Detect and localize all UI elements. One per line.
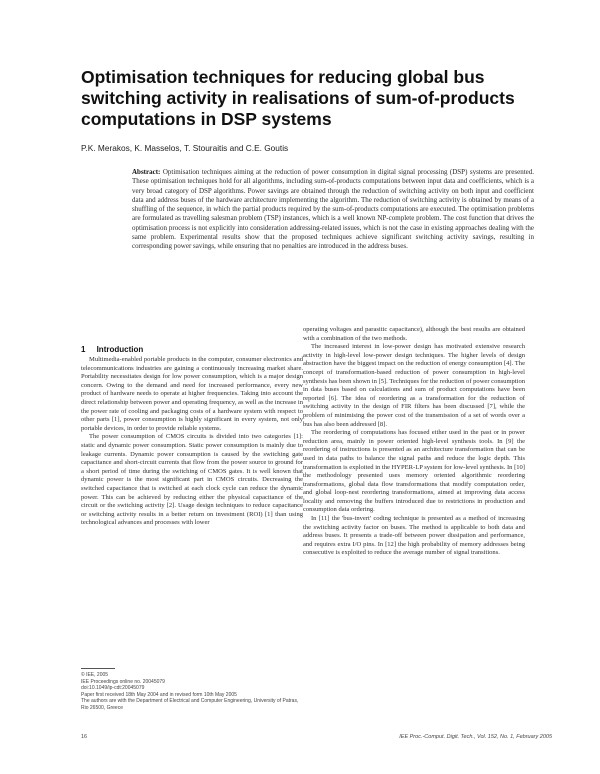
paragraph: The reordering of computations has focused either used in the past or in power reduction area, mainly in power oriented high-level synthesis tools. In [9] the reordering of instructions is presented as an architecture transformation that can be used in data paths to balance the signal paths and reduce the logic depth. This transformation is exploited in the HYPER-LP system for low-level synthesis. In [10] the methodology presented uses memory oriented algorithmic reordering transformations, global data flow transformations that modify computation order, and global loop-nest reordering transformations, aimed at improving data access locality and removing the buffers introduced due to restrictions in production and consumption data ordering. [303, 429, 525, 514]
footnote-line: IEE Proceedings online no. 20045079 [81, 678, 165, 685]
abstract-text: Optimisation techniques aiming at the reduction of power consumption in digital signal processing (DSP) systems are presented. These optimisation techniques hold for all algorithms, including sum-of-products computations between input data and coefficients, which is a very broad category of DSP algorithms. Power savings are obtained through the reduction of switching activity on both input and coefficient data and address buses of the hardware architecture implementing the algorithm. The reduction of switching activity is obtained by means of a shuffling of the sequence, in which the partial products required by the sum-of-products computations are executed. The optimisation problems are formulated as travelling salesman problem (TSP) instances, which is a well known NP-complete problem. The cost function that drives the optimisation process is not explicitly into consideration addressing-related issues, which is not the case in existing approaches dealing with the same problem. Experimental results show that the proposed techniques achieve significant switching activity savings, resulting in corresponding power savings, while ensuring that no penalties are introduced in the address buses. [132, 168, 534, 250]
section-number: 1 [81, 345, 86, 354]
footnote-line: © IEE, 2005 [81, 672, 109, 678]
author-list: P.K. Merakos, K. Masselos, T. Stouraitis and C.E. Goutis [81, 143, 289, 153]
left-column [81, 356, 303, 662]
footnotes [81, 672, 303, 712]
section-heading [81, 345, 143, 354]
paper-title: Optimisation techniques for reducing global bus switching activity in realisations of sum-of-products computations in DSP systems [81, 67, 515, 129]
page-number: 16 [81, 734, 88, 740]
paragraph: In [11] the 'bus-invert' coding technique is presented as a method of increasing the switching activity factor on buses. The method is applicable to both data and address buses. It presents a trade-off between power dissipation and performance, and requires extra I/O pins. In [12] the high probability of memory addresses being consecutive is exploited to reduce the average number of signal transitions. [303, 515, 525, 557]
paragraph: operating voltages and parasitic capacitance), although the best results are obtained with a combination of the two methods. [303, 326, 525, 342]
footnote-line: The authors are with the Department of Electrical and Computer Engineering, University of Patras, Rio 26500, Greece [81, 698, 299, 711]
right-column [303, 326, 525, 726]
abstract [132, 168, 534, 251]
footnote-line: Paper first received 18th May 2004 and in revised form 10th May 2005 [81, 691, 237, 698]
abstract-label: Abstract: [132, 168, 161, 176]
section-title: Introduction [96, 345, 144, 354]
paragraph: The power consumption of CMOS circuits is divided into two categories [1]: static and dynamic power consumption. Static power consumption is mainly due to leakage currents. Dynamic power consumption is caused by the switching gate capacitance and short-circuit currents that flow from the power source to ground for a short period of time during the switching of CMOS gates. It is well known that dynamic power is the most significant part in CMOS circuits. Decreasing the switched capacitance that is switched at each clock cycle can reduce the dynamic power. This can be achieved by reducing either the physical capacitance of the circuit or the switching activity [2]. Usage design techniques to reduce capacitance or switching activity results in a better return on investment (ROI) [1] than using technological advances and processes with lower [81, 433, 303, 527]
paragraph: The increased interest in low-power design has motivated extensive research activity in high-level low-power design techniques. The higher levels of design abstraction have the biggest impact on the reduction of energy consumption [4]. The concept of transformation-based reduction of power consumption in high-level synthesis has been shown in [5]. Techniques for the reduction of power consumption in data buses based on calculations and sum of product computations have been reported [6]. The idea of reordering as a transformation for the reduction of switching activity in the design of FIR filters has been discussed [7], while the problem of minimising the power cost of the transmission of a set of words over a bus has also been addressed [8]. [303, 343, 525, 428]
journal-citation: IEE Proc.-Comput. Digit. Tech., Vol. 152, No. 1, February 2005 [399, 734, 552, 740]
footnote-line: doi:10.1049/ip-cdt:20045079 [81, 685, 145, 692]
paragraph: Multimedia-enabled portable products in the computer, consumer electronics and telecommunications industries are gaining a continuously increasing market share. Portability necessitates design for low power consumption, which is a major design concern. Owing to the demand and need for increased performance, every new product of hardware needs to operate at higher frequencies. Taking into account the direct relationship between power and operating frequency, as well as the increase in the power rate of cooling and packaging costs of a hardware system with respect to other parts [1], power consumption is highly significant in every system, not only portable devices, in order to provide reliable systems. [81, 356, 303, 432]
footnote-rule [81, 668, 115, 669]
